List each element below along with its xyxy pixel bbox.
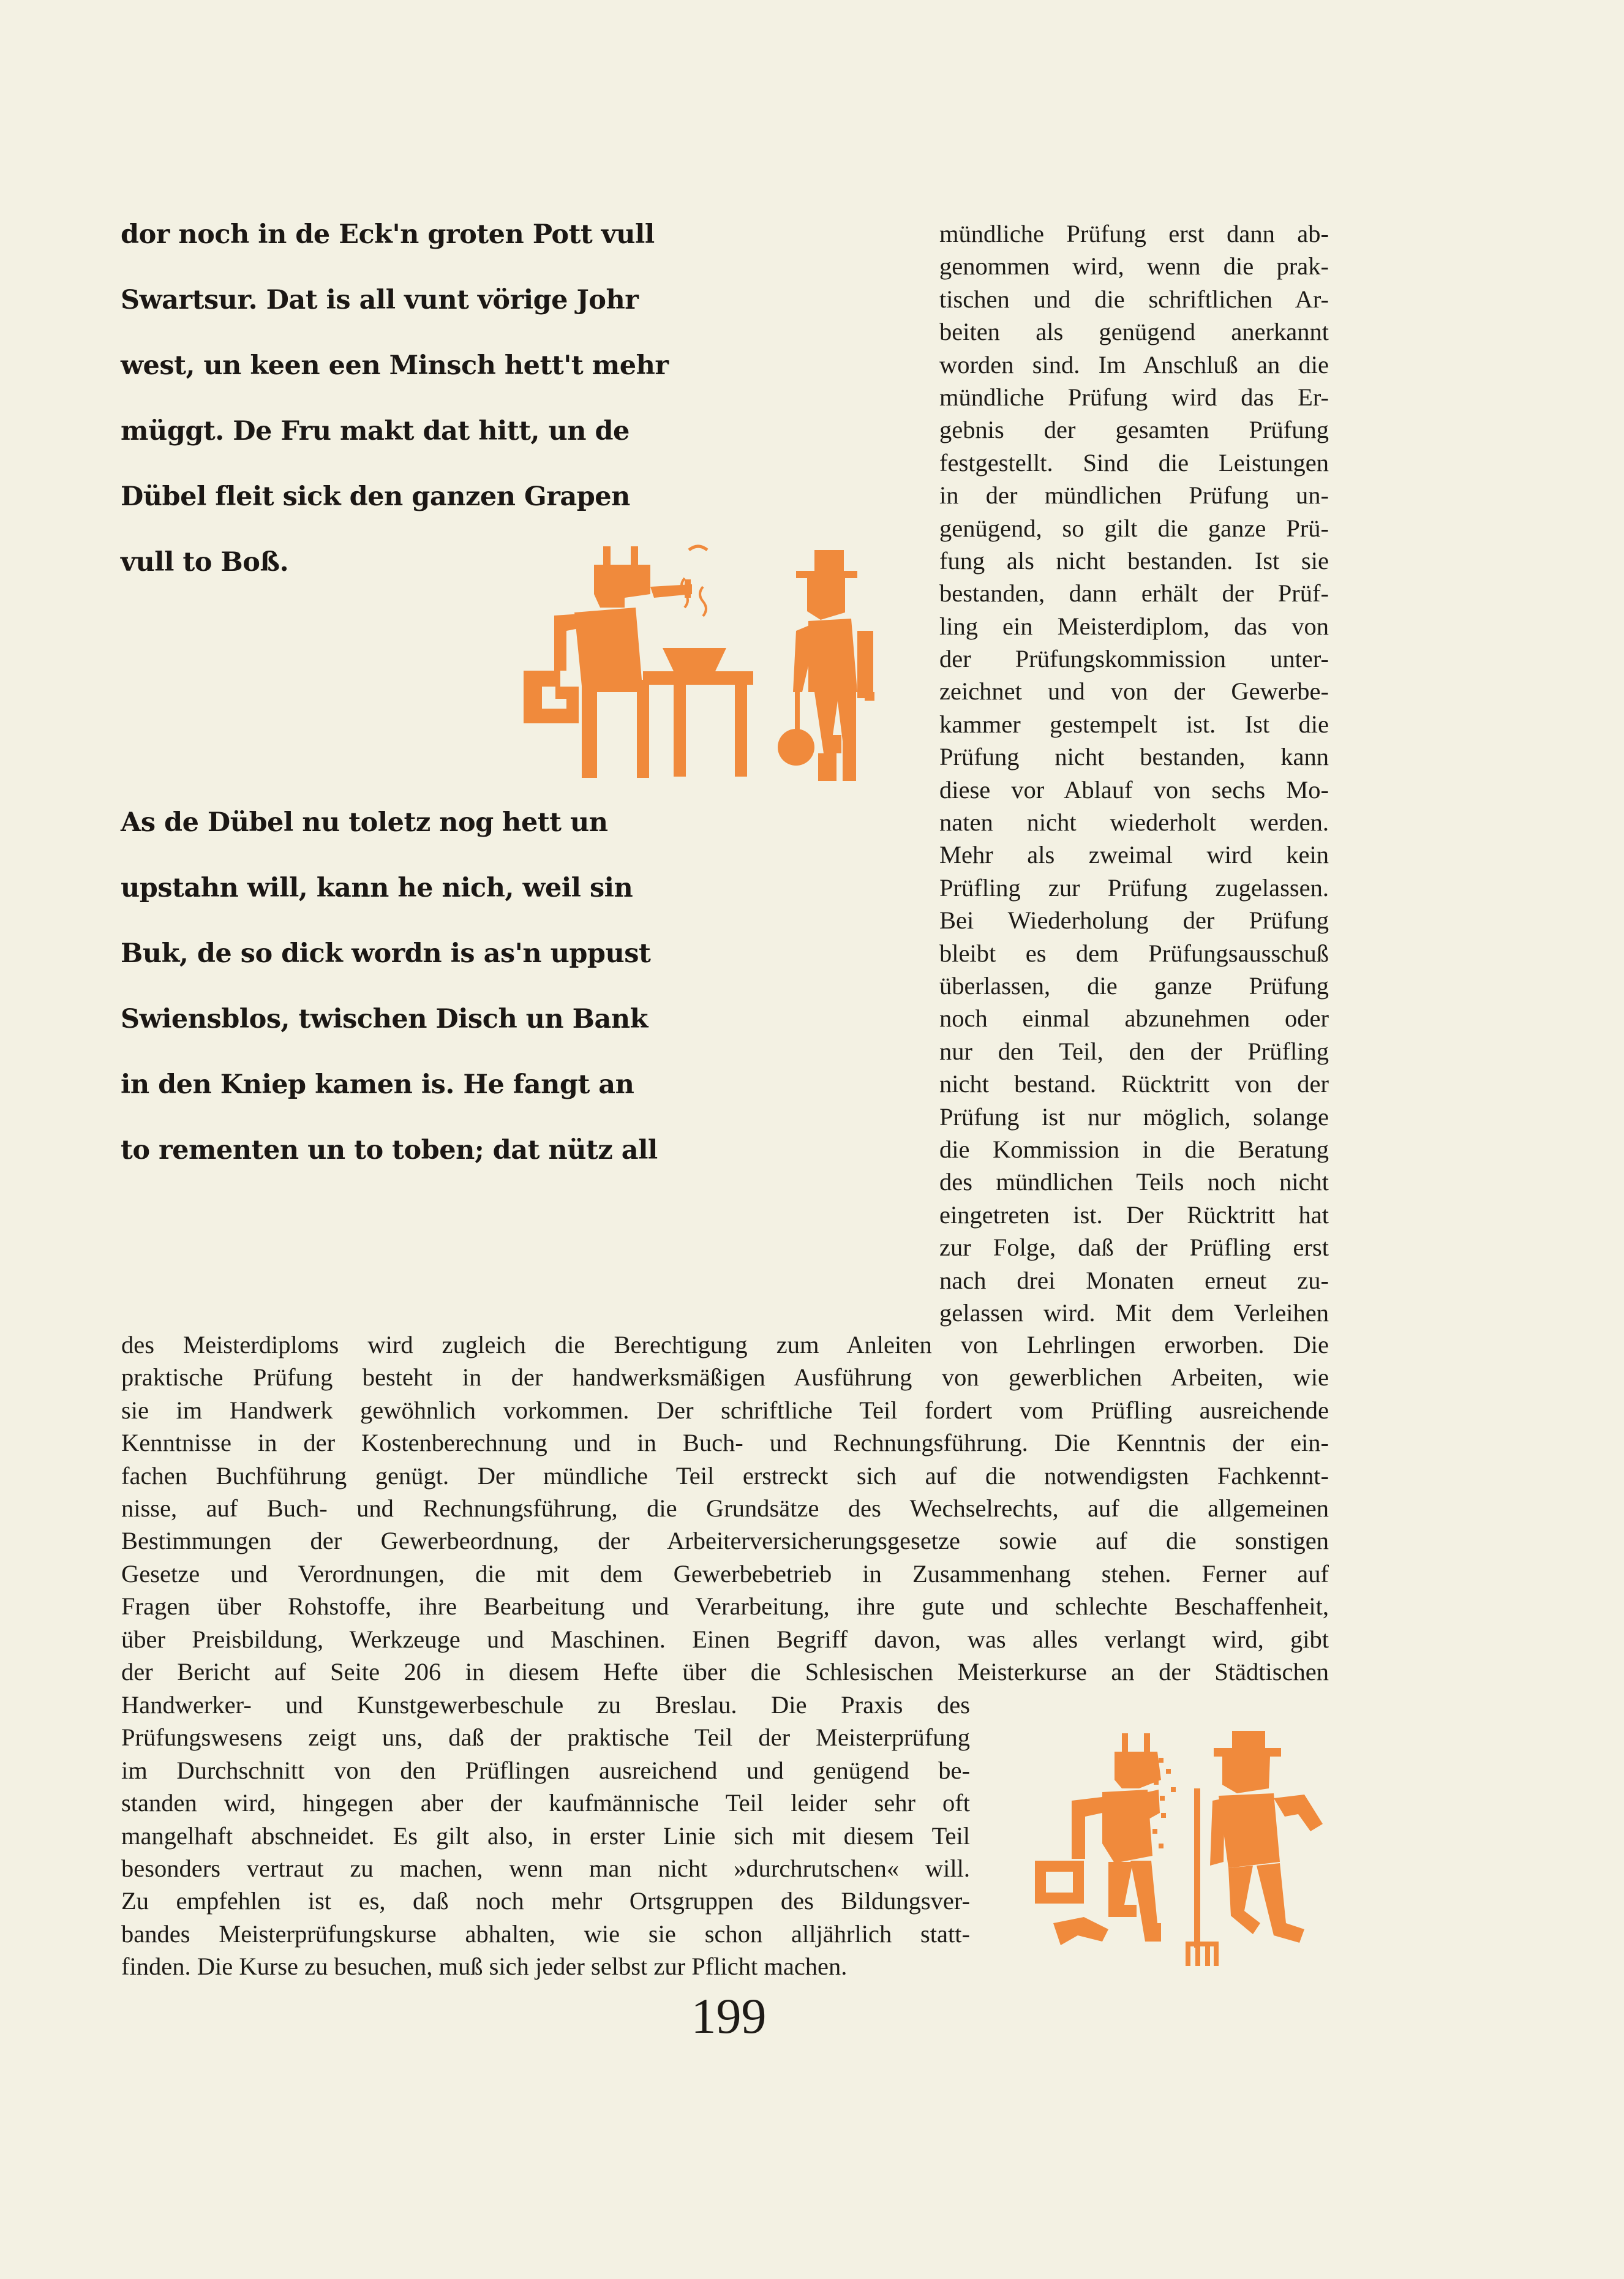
- text-line: Prüfung ist nur möglich, solange: [939, 1102, 1329, 1131]
- text-line: tischen und die schriftlichen Ar-: [939, 285, 1329, 313]
- text-line: Bestimmungen der Gewerbeordnung, der Arbeiterversicherungsgesetze sowie auf die sonstigen: [121, 1527, 1329, 1555]
- text-line: der Bericht auf Seite 206 in diesem Hefte über die Schlesischen Meisterkurse an der Städtischen: [121, 1657, 1329, 1686]
- dialect-line: müggt. De Fru makt dat hitt, un de: [121, 416, 630, 446]
- text-line: festgestellt. Sind die Leistungen: [939, 448, 1329, 477]
- text-line: noch einmal abzunehmen oder: [939, 1004, 1329, 1033]
- right-column-text: [939, 217, 1329, 1329]
- dialect-line: As de Dübel nu toletz nog hett un: [121, 807, 608, 838]
- devil-eating-soup-with-farmer-icon: [490, 539, 894, 784]
- text-line: bandes Meisterprüfungskurse abhalten, wie sie schon alljährlich statt-: [121, 1919, 970, 1948]
- text-line: fachen Buchführung genügt. Der mündliche Teil erstreckt sich auf die notwendigsten Fachkennt-: [121, 1461, 1329, 1490]
- text-line: nicht bestand. Rücktritt von der: [939, 1070, 1329, 1098]
- text-line: finden. Die Kurse zu besuchen, muß sich jeder selbst zur Pflicht machen.: [121, 1953, 848, 1981]
- text-line: Handwerker- und Kunstgewerbeschule zu Breslau. Die Praxis des: [121, 1691, 970, 1719]
- text-line: genommen wird, wenn die prak-: [939, 252, 1329, 281]
- page-number: 199: [691, 1988, 767, 2044]
- dialect-line: Buk, de so dick wordn is as'n uppust: [121, 938, 651, 969]
- text-line: überlassen, die ganze Prüfung: [939, 971, 1329, 1000]
- text-line: Prüfungswesens zeigt uns, daß der praktische Teil der Meisterprüfung: [121, 1723, 970, 1752]
- text-line: bestanden, dann erhält der Prüf-: [939, 579, 1329, 608]
- text-line: mündliche Prüfung erst dann ab-: [939, 220, 1329, 247]
- text-line: in der mündlichen Prüfung un-: [939, 481, 1329, 510]
- text-line: standen wird, hingegen aber der kaufmännische Teil leider sehr oft: [121, 1789, 970, 1817]
- text-line: der Prüfungskommission unter-: [939, 645, 1329, 673]
- text-line: Fragen über Rohstoffe, ihre Bearbeitung und Verarbeitung, ihre gute und schlechte Beschaffenheit,: [121, 1592, 1329, 1621]
- dialect-text-block-1: [121, 202, 669, 595]
- text-line: zur Folge, daß der Prüfling erst: [939, 1234, 1329, 1262]
- text-line: Gesetze und Verordnungen, die mit dem Gewerbebetrieb in Zusammenhang stehen. Ferner auf: [121, 1559, 1329, 1588]
- dialect-line: in den Kniep kamen is. He fangt an: [121, 1069, 634, 1100]
- text-line: beiten als genügend anerkannt: [939, 318, 1329, 346]
- dialect-line: upstahn will, kann he nich, weil sin: [121, 873, 633, 903]
- text-line: kammer gestempelt ist. Ist die: [939, 710, 1329, 738]
- text-line: im Durchschnitt von den Prüflingen ausreichend und genügend be-: [121, 1756, 970, 1784]
- text-line: nisse, auf Buch- und Rechnungsführung, die Grundsätze des Wechselrechts, auf die allgemeinen: [121, 1494, 1329, 1522]
- text-line: ling ein Meisterdiplom, das von: [939, 612, 1329, 640]
- text-line: nur den Teil, den der Prüfling: [939, 1037, 1329, 1065]
- dialect-line: Dübel fleit sick den ganzen Grapen: [121, 481, 630, 512]
- dialect-line: Swartsur. Dat is all vunt vörige Johr: [121, 285, 639, 315]
- dialect-line: Swiensblos, twischen Disch un Bank: [121, 1004, 648, 1034]
- text-line: Kenntnisse in der Kostenberechnung und in Buch- und Rechnungsführung. Die Kenntnis der ein-: [121, 1429, 1329, 1457]
- text-line: sie im Handwerk gewöhnlich vorkommen. Der schriftliche Teil fordert vom Prüfling ausreichende: [121, 1396, 1329, 1424]
- text-line: Bei Wiederholung der Prüfung: [939, 906, 1329, 935]
- dialect-line: west, un keen een Minsch hett't mehr: [121, 350, 669, 381]
- text-line: naten nicht wiederholt werden.: [939, 808, 1329, 837]
- text-line: nach drei Monaten erneut zu-: [939, 1266, 1329, 1294]
- text-line: des mündlichen Teils noch nicht: [939, 1168, 1329, 1196]
- text-line: mangelhaft abschneidet. Es gilt also, in erster Linie sich mit diesem Teil: [121, 1821, 970, 1850]
- text-line: des Meisterdiploms wird zugleich die Berechtigung zum Anleiten von Lehrlingen erworben. Die: [121, 1331, 1329, 1358]
- text-line: besonders vertraut zu machen, wenn man nicht »durchrutschen« will.: [121, 1854, 970, 1882]
- bottom-left-text: [121, 1689, 970, 1983]
- dialect-line: dor noch in de Eck'n groten Pott vull: [121, 219, 655, 250]
- text-line: gebnis der gesamten Prüfung: [939, 416, 1329, 444]
- text-line: Prüfling zur Prüfung zugelassen.: [939, 873, 1329, 902]
- text-line: diese vor Ablauf von sechs Mo-: [939, 775, 1329, 804]
- text-line: praktische Prüfung besteht in der handwerksmäßigen Ausführung von gewerblichen Arbeiten, wie: [121, 1363, 1329, 1392]
- text-line: genügend, so gilt die ganze Prü-: [939, 514, 1329, 542]
- text-line: eingetreten ist. Der Rücktritt hat: [939, 1200, 1329, 1229]
- dialect-text-block-2: [121, 790, 658, 1183]
- text-line: worden sind. Im Anschluß an die: [939, 350, 1329, 379]
- dialect-line: vull to Boß.: [121, 547, 289, 578]
- text-line: zeichnet und von der Gewerbe-: [939, 677, 1329, 706]
- text-line: Zu empfehlen ist es, daß noch mehr Ortsgruppen des Bildungsver-: [121, 1887, 970, 1915]
- text-line: die Kommission in die Beratung: [939, 1135, 1329, 1163]
- text-line: Prüfung nicht bestanden, kann: [939, 743, 1329, 771]
- devil-and-farmer-with-pitchfork-icon: [1017, 1721, 1347, 1978]
- text-line: gelassen wird. Mit dem Verleihen: [939, 1298, 1329, 1327]
- text-line: bleibt es dem Prüfungsausschuß: [939, 939, 1329, 967]
- text-line: fung als nicht bestanden. Ist sie: [939, 546, 1329, 574]
- text-line: Mehr als zweimal wird kein: [939, 841, 1329, 869]
- text-line: über Preisbildung, Werkzeuge und Maschinen. Einen Begriff davon, was alles verlangt wird, gibt: [121, 1625, 1329, 1653]
- dialect-line: to rementen un to toben; dat nütz all: [121, 1135, 658, 1166]
- text-line: mündliche Prüfung wird das Er-: [939, 383, 1329, 411]
- full-width-text: [121, 1328, 1329, 1688]
